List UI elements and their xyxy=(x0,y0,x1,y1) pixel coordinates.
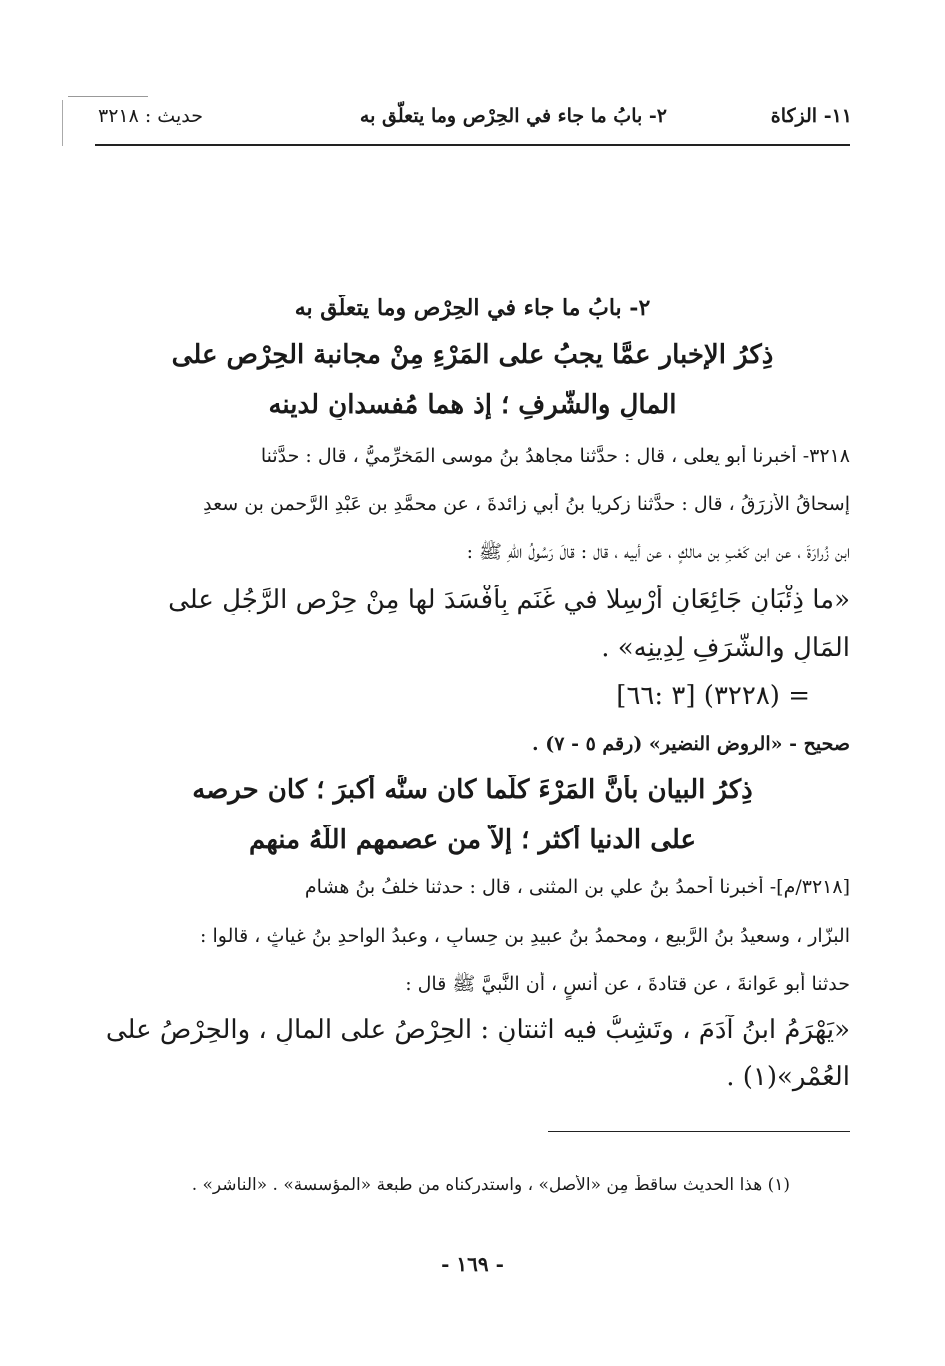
hadith1-isnad-line2: إسحاقُ الأزرَقُ ، قال : حدَّثنا زكريا بنُ أبي زائدةَ ، عن محمَّدِ بن عَبْدِ الرَّحمن بن سعدِ xyxy=(203,493,850,515)
footnote-rule xyxy=(548,1131,850,1132)
heading1-line2: المالِ والشَّرفِ ؛ إذ هما مُفسدانِ لدينه xyxy=(268,390,677,420)
corner-mark-vertical xyxy=(62,100,65,146)
hadith1-isnad-line1: ٣٢١٨- أخبرنا أبو يعلى ، قال : حدَّثنا مجاهدُ بنُ موسى المَخرِّميُّ ، قال : حدَّثنا xyxy=(260,445,850,467)
corner-mark xyxy=(68,96,148,100)
hadith2-matn-line2: العُمْرِ»(١) . xyxy=(726,1062,850,1092)
header-hadith-number: حديث : ٣٢١٨ xyxy=(98,105,203,127)
header-rule xyxy=(95,144,850,146)
header-chapter-title: ٢- بابُ ما جاء في الحِرْص وما يتعلّق به xyxy=(359,105,667,127)
hadith1-isnad-line3: ابن زُرارَةَ ، عن ابن كَعْبِ بن مالكٍ ، عن أبيه ، قال : قالَ رَسُولُ اللّهِ ﷺ : xyxy=(466,541,850,563)
page-number: - ١٦٩ - xyxy=(441,1252,504,1276)
heading1-line1: ذِكرُ الإخبار عمَّا يجبُ على المَرْءِ مِنْ مجانبة الحِرْصِ على xyxy=(171,340,774,370)
hadith2-isnad-line2: البزّار ، وسعيدُ بنُ الرَّبيع ، ومحمدُ بنُ عبيدِ بن حِسابٍ ، وعبدُ الواحدِ بنُ غياثٍ ، قالوا : xyxy=(200,925,850,947)
hadith2-isnad-line1: [٣٢١٨/م]- أخبرنا أحمدُ بنُ علي بن المثنى ، قال : حدثنا خلفُ بنُ هشامٍ xyxy=(304,876,850,898)
hadith2-isnad-line3: حدثنا أبو عَوانةَ ، عن قتادةَ ، عن أنسٍ ، أن النَّبيَّ ﷺ قال : xyxy=(405,973,850,995)
hadith2-matn-line1: «يَهْرَمُ ابنُ آدَمَ ، وتَشِبُّ فيه اثنتانِ : الحِرْصُ على المالِ ، والحِرْصُ على xyxy=(105,1015,850,1045)
footnote: (١) هذا الحديث ساقطٌ مِن «الأصل» ، واستدركناه من طبعة «المؤسسة» . «الناشر» . xyxy=(191,1175,790,1195)
hadith1-matn-line1: «ما ذِئْبَانِ جَائِعَانِ أُرْسِلا في غَنَمٍ بِأَفْسَدَ لها مِنْ حِرْصِ الرَّجُلِ على xyxy=(168,585,850,615)
heading2-line2: على الدنيا أكثر ؛ إلاَّ من عصمهم اللّهُ منهم xyxy=(249,825,696,855)
hadith1-cross-reference: = (٣٢٢٨) [٣ :٦٦] xyxy=(616,681,810,711)
heading2-line1: ذِكرُ البيان بأنَّ المَرْءَ كلَّما كان سنُّه أكبرَ ؛ كان حرصه xyxy=(192,775,753,805)
header-book-title: ١١- الزكاة xyxy=(770,105,852,127)
hadith1-matn-line2: المَالِ والشَّرَفِ لِدِينِه» . xyxy=(601,633,850,663)
hadith1-grade: صحيح - «الروض النضير» (رقم ٥ - ٧) . xyxy=(532,733,850,755)
section-title: ٢- بابُ ما جاء في الحِرْص وما يتعلّق به xyxy=(294,295,651,321)
